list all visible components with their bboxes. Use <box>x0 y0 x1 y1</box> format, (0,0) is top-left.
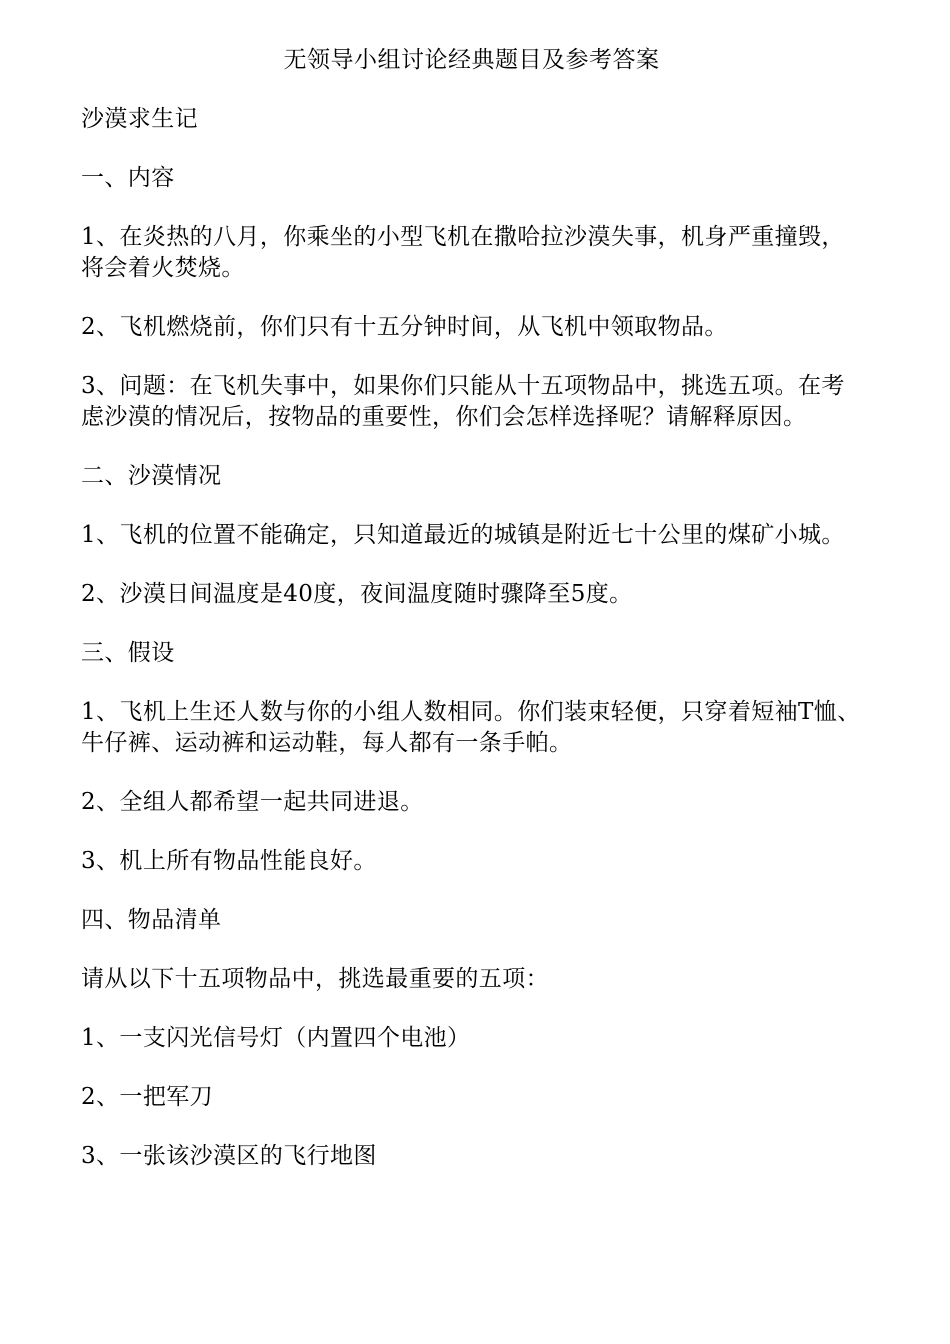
paragraph: 2、全组人都希望一起共同进退。 <box>81 789 424 815</box>
list-item: 1、一支闪光信号灯（内置四个电池） <box>81 1025 471 1051</box>
section-heading-content: 一、内容 <box>81 165 175 191</box>
document-title: 无领导小组讨论经典题目及参考答案 <box>283 47 660 73</box>
paragraph: 请从以下十五项物品中，挑选最重要的五项： <box>81 966 549 992</box>
section-heading-assumptions: 三、假设 <box>81 640 175 666</box>
paragraph: 1、飞机的位置不能确定，只知道最近的城镇是附近七十公里的煤矿小城。 <box>81 522 845 548</box>
case-title: 沙漠求生记 <box>81 106 198 132</box>
section-heading-items: 四、物品清单 <box>81 907 222 933</box>
section-heading-desert: 二、沙漠情况 <box>81 463 222 489</box>
paragraph: 2、沙漠日间温度是40度，夜间温度随时骤降至5度。 <box>81 581 633 607</box>
paragraph: 1、在炎热的八月，你乘坐的小型飞机在撒哈拉沙漠失事，机身严重撞毁，将会着火焚烧。 <box>81 224 845 281</box>
list-item: 3、一张该沙漠区的飞行地图 <box>81 1143 377 1169</box>
list-item: 2、一把军刀 <box>81 1084 214 1110</box>
paragraph: 1、飞机上生还人数与你的小组人数相同。你们装束轻便，只穿着短袖T恤、牛仔裤、运动裤和运动鞋，每人都有一条手帕。 <box>81 699 861 756</box>
paragraph: 2、飞机燃烧前，你们只有十五分钟时间，从飞机中领取物品。 <box>81 314 728 340</box>
paragraph: 3、机上所有物品性能良好。 <box>81 848 377 874</box>
paragraph: 3、问题：在飞机失事中，如果你们只能从十五项物品中，挑选五项。在考虑沙漠的情况后，按物品的重要性，你们会怎样选择呢？请解释原因。 <box>81 373 845 430</box>
